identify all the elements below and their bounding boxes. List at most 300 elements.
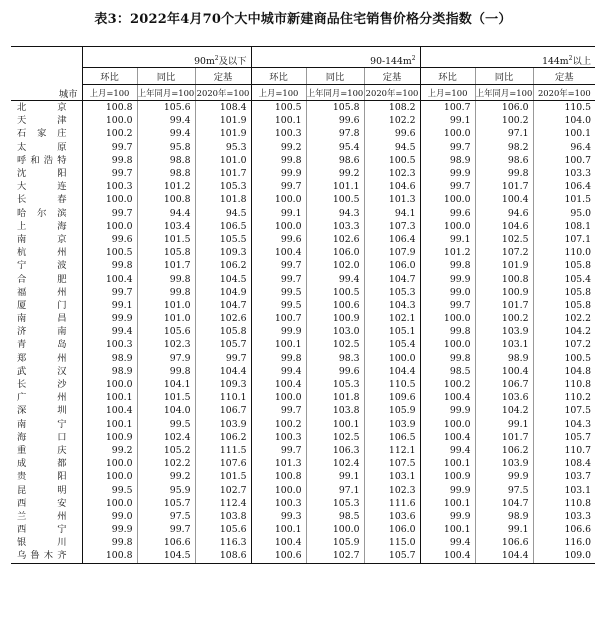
index-value-cell: 104.0	[533, 114, 595, 127]
city-name-cell: 西宁	[17, 524, 67, 536]
index-value-cell: 98.5	[306, 510, 364, 523]
index-value-cell: 99.7	[251, 180, 306, 193]
index-value-cell: 99.1	[475, 418, 533, 431]
index-value-cell: 102.4	[137, 431, 195, 444]
index-value-cell: 101.1	[306, 180, 364, 193]
index-value-cell: 100.4	[251, 378, 306, 391]
index-value-cell: 100.3	[251, 497, 306, 510]
index-value-cell: 99.8	[251, 352, 306, 365]
index-value-cell: 107.2	[475, 246, 533, 259]
index-value-cell: 99.8	[82, 536, 137, 549]
index-value-cell: 100.0	[420, 193, 475, 206]
index-value-cell: 95.4	[306, 141, 364, 154]
index-value-cell: 100.3	[82, 180, 137, 193]
index-value-cell: 104.3	[533, 418, 595, 431]
index-value-cell: 100.1	[82, 391, 137, 404]
index-value-cell: 104.7	[364, 272, 420, 285]
index-value-cell: 107.5	[364, 457, 420, 470]
index-value-cell: 100.5	[82, 246, 137, 259]
city-name-cell: 宁波	[17, 260, 67, 272]
table-row	[11, 101, 595, 115]
city-name-cell: 银川	[17, 537, 67, 549]
index-value-cell: 100.0	[82, 378, 137, 391]
index-value-cell: 100.0	[82, 470, 137, 483]
city-name-cell: 青岛	[17, 339, 67, 351]
index-value-cell: 99.1	[420, 233, 475, 246]
index-value-cell: 99.4	[420, 536, 475, 549]
city-name-cell: 昆明	[17, 484, 67, 496]
index-value-cell: 102.5	[306, 338, 364, 351]
metric-mom-header: 环比	[82, 68, 137, 85]
city-name-cell: 长春	[17, 194, 67, 206]
index-value-cell: 105.8	[533, 299, 595, 312]
index-value-cell: 99.9	[82, 523, 137, 536]
group-header-large: $144m^2$以上	[420, 47, 595, 68]
index-value-cell: 99.9	[475, 470, 533, 483]
index-value-cell: 98.9	[420, 154, 475, 167]
index-value-cell: 109.3	[195, 378, 251, 391]
index-value-cell: 100.8	[82, 549, 137, 563]
index-value-cell: 104.9	[195, 286, 251, 299]
index-value-cell: 94.1	[364, 207, 420, 220]
index-value-cell: 101.5	[533, 193, 595, 206]
index-value-cell: 109.6	[364, 391, 420, 404]
table-row	[11, 510, 595, 523]
index-value-cell: 101.0	[195, 154, 251, 167]
table-row	[11, 286, 595, 299]
index-value-cell: 98.9	[82, 365, 137, 378]
index-value-cell: 106.4	[533, 180, 595, 193]
index-value-cell: 100.3	[82, 338, 137, 351]
table-row	[11, 325, 595, 338]
index-value-cell: 100.0	[306, 523, 364, 536]
index-value-cell: 100.0	[251, 193, 306, 206]
city-name-cell: 济南	[17, 326, 67, 338]
index-value-cell: 105.8	[137, 246, 195, 259]
index-value-cell: 101.3	[364, 193, 420, 206]
index-value-cell: 100.1	[420, 457, 475, 470]
index-value-cell: 104.7	[195, 299, 251, 312]
table-row	[11, 272, 595, 285]
index-value-cell: 106.6	[137, 536, 195, 549]
index-value-cell: 99.2	[137, 470, 195, 483]
index-value-cell: 99.6	[306, 365, 364, 378]
index-value-cell: 102.5	[306, 431, 364, 444]
index-value-cell: 99.9	[251, 325, 306, 338]
city-name-cell: 合肥	[17, 273, 67, 285]
index-value-cell: 101.0	[137, 299, 195, 312]
index-value-cell: 99.7	[82, 286, 137, 299]
index-value-cell: 100.0	[251, 220, 306, 233]
index-value-cell: 98.8	[137, 167, 195, 180]
table-row	[11, 536, 595, 549]
table-row	[11, 233, 595, 246]
city-name-cell: 武汉	[17, 365, 67, 377]
table-row	[11, 127, 595, 140]
index-value-cell: 99.1	[475, 523, 533, 536]
index-value-cell: 98.6	[475, 154, 533, 167]
table-row	[11, 220, 595, 233]
metric-base-header: 定基	[533, 68, 595, 85]
metric-mom-header: 环比	[251, 68, 306, 85]
index-value-cell: 109.3	[195, 246, 251, 259]
index-value-cell: 98.6	[306, 154, 364, 167]
table-row	[11, 312, 595, 325]
index-value-cell: 99.9	[420, 483, 475, 496]
index-value-cell: 105.4	[533, 272, 595, 285]
index-value-cell: 102.0	[306, 259, 364, 272]
index-value-cell: 99.6	[364, 127, 420, 140]
index-value-cell: 106.5	[364, 431, 420, 444]
index-value-cell: 102.2	[533, 312, 595, 325]
index-value-cell: 110.8	[533, 378, 595, 391]
index-value-cell: 104.4	[195, 365, 251, 378]
table-row	[11, 431, 595, 444]
index-value-cell: 100.7	[420, 101, 475, 115]
index-value-cell: 105.1	[364, 325, 420, 338]
city-name-cell: 西安	[17, 497, 67, 509]
index-value-cell: 100.0	[82, 457, 137, 470]
index-value-cell: 99.4	[82, 325, 137, 338]
index-value-cell: 99.9	[420, 510, 475, 523]
city-name-cell: 南昌	[17, 313, 67, 325]
index-value-cell: 104.7	[475, 497, 533, 510]
city-name-cell: 北京	[17, 102, 67, 114]
index-value-cell: 99.4	[137, 114, 195, 127]
table-row	[11, 523, 595, 536]
index-value-cell: 100.1	[306, 418, 364, 431]
index-value-cell: 100.0	[251, 483, 306, 496]
index-value-cell: 100.5	[306, 286, 364, 299]
index-value-cell: 101.2	[137, 180, 195, 193]
index-value-cell: 102.6	[306, 233, 364, 246]
index-value-cell: 116.3	[195, 536, 251, 549]
index-value-cell: 95.3	[195, 141, 251, 154]
index-value-cell: 106.0	[364, 523, 420, 536]
city-name-cell: 重庆	[17, 444, 67, 456]
city-name-cell: 深圳	[17, 405, 67, 417]
index-value-cell: 105.6	[195, 523, 251, 536]
city-name-cell: 海口	[17, 431, 67, 443]
metric-base-header: 定基	[195, 68, 251, 85]
index-value-cell: 100.2	[251, 418, 306, 431]
city-name-cell: 太原	[17, 141, 67, 153]
index-value-cell: 106.0	[475, 101, 533, 115]
index-value-cell: 99.1	[82, 299, 137, 312]
table-row	[11, 404, 595, 417]
index-value-cell: 99.1	[420, 114, 475, 127]
index-value-cell: 100.2	[420, 378, 475, 391]
table-row	[11, 483, 595, 496]
index-value-cell: 105.5	[195, 233, 251, 246]
table-row	[11, 207, 595, 220]
table-row	[11, 246, 595, 259]
index-value-cell: 104.0	[137, 404, 195, 417]
table-row	[11, 259, 595, 272]
index-value-cell: 107.1	[533, 233, 595, 246]
index-value-cell: 94.4	[137, 207, 195, 220]
header-row-metrics	[11, 68, 595, 85]
index-value-cell: 106.2	[475, 444, 533, 457]
metric-yoy-header: 同比	[137, 68, 195, 85]
index-value-cell: 99.9	[251, 167, 306, 180]
group-header-medium: $90-144m^2$	[251, 47, 420, 68]
index-value-cell: 99.2	[306, 167, 364, 180]
base-yoy-header: 上年同月=100	[306, 85, 364, 101]
index-value-cell: 100.4	[475, 193, 533, 206]
table-row	[11, 365, 595, 378]
index-value-cell: 100.6	[251, 549, 306, 563]
table-row	[11, 338, 595, 351]
index-value-cell: 99.7	[251, 444, 306, 457]
index-value-cell: 100.0	[82, 193, 137, 206]
index-value-cell: 103.9	[195, 418, 251, 431]
table-row	[11, 193, 595, 206]
index-value-cell: 106.5	[195, 220, 251, 233]
city-name-cell: 沈阳	[17, 168, 67, 180]
index-value-cell: 110.1	[195, 391, 251, 404]
table-row	[11, 167, 595, 180]
index-value-cell: 102.1	[364, 312, 420, 325]
index-value-cell: 99.7	[82, 167, 137, 180]
index-value-cell: 100.3	[251, 127, 306, 140]
index-value-cell: 99.5	[82, 483, 137, 496]
index-value-cell: 110.5	[364, 378, 420, 391]
index-value-cell: 100.6	[306, 299, 364, 312]
index-value-cell: 99.9	[82, 312, 137, 325]
index-value-cell: 99.7	[420, 141, 475, 154]
group-header-small: $90m^2$及以下	[82, 47, 251, 68]
index-value-cell: 108.6	[195, 549, 251, 563]
base-fixed-header: 2020年=100	[533, 85, 595, 101]
index-value-cell: 98.5	[420, 365, 475, 378]
index-value-cell: 94.5	[195, 207, 251, 220]
index-value-cell: 106.6	[475, 536, 533, 549]
index-value-cell: 99.8	[420, 259, 475, 272]
index-value-cell: 101.7	[195, 167, 251, 180]
index-value-cell: 99.2	[82, 444, 137, 457]
index-value-cell: 105.3	[195, 180, 251, 193]
table-row	[11, 497, 595, 510]
table-row	[11, 180, 595, 193]
index-value-cell: 102.4	[306, 457, 364, 470]
index-value-cell: 99.1	[306, 470, 364, 483]
index-value-cell: 99.4	[137, 127, 195, 140]
index-value-cell: 98.2	[475, 141, 533, 154]
index-value-cell: 105.3	[306, 497, 364, 510]
index-value-cell: 105.7	[195, 338, 251, 351]
index-value-cell: 101.9	[195, 114, 251, 127]
index-value-cell: 102.2	[137, 457, 195, 470]
index-value-cell: 103.6	[475, 391, 533, 404]
index-value-cell: 100.1	[420, 497, 475, 510]
index-value-cell: 99.6	[420, 207, 475, 220]
index-value-cell: 100.1	[533, 127, 595, 140]
index-value-cell: 97.1	[306, 483, 364, 496]
index-value-cell: 99.9	[420, 404, 475, 417]
index-value-cell: 112.4	[195, 497, 251, 510]
index-value-cell: 100.8	[251, 470, 306, 483]
index-value-cell: 99.7	[251, 259, 306, 272]
index-value-cell: 98.3	[306, 352, 364, 365]
index-value-cell: 100.2	[475, 312, 533, 325]
index-value-cell: 103.8	[195, 510, 251, 523]
index-value-cell: 112.1	[364, 444, 420, 457]
table-row	[11, 378, 595, 391]
index-value-cell: 106.7	[195, 404, 251, 417]
index-value-cell: 102.7	[306, 549, 364, 563]
index-value-cell: 106.0	[364, 259, 420, 272]
index-value-cell: 101.5	[195, 470, 251, 483]
index-value-cell: 99.4	[306, 272, 364, 285]
index-value-cell: 99.6	[306, 114, 364, 127]
city-name-cell: 呼和浩特	[17, 154, 67, 166]
index-value-cell: 103.3	[533, 510, 595, 523]
index-value-cell: 105.4	[364, 338, 420, 351]
table-row	[11, 444, 595, 457]
index-value-cell: 101.2	[420, 246, 475, 259]
index-value-cell: 108.2	[364, 101, 420, 115]
metric-mom-header: 环比	[420, 68, 475, 85]
index-value-cell: 104.5	[195, 272, 251, 285]
index-value-cell: 98.8	[137, 154, 195, 167]
index-value-cell: 102.3	[137, 338, 195, 351]
index-value-cell: 100.0	[420, 418, 475, 431]
index-value-cell: 101.9	[475, 259, 533, 272]
index-value-cell: 110.7	[533, 444, 595, 457]
index-value-cell: 100.8	[475, 272, 533, 285]
index-value-cell: 99.7	[251, 404, 306, 417]
city-name-cell: 南宁	[17, 418, 67, 430]
index-value-cell: 97.8	[306, 127, 364, 140]
index-value-cell: 104.6	[475, 220, 533, 233]
index-value-cell: 116.0	[533, 536, 595, 549]
index-value-cell: 102.6	[195, 312, 251, 325]
index-value-cell: 100.5	[251, 101, 306, 115]
index-value-cell: 100.9	[420, 470, 475, 483]
base-fixed-header: 2020年=100	[364, 85, 420, 101]
index-value-cell: 101.7	[475, 299, 533, 312]
index-value-cell: 102.5	[475, 233, 533, 246]
index-value-cell: 103.6	[364, 510, 420, 523]
index-value-cell: 100.9	[475, 286, 533, 299]
index-value-cell: 99.9	[420, 167, 475, 180]
index-value-cell: 100.0	[82, 220, 137, 233]
index-value-cell: 100.0	[82, 114, 137, 127]
index-value-cell: 105.7	[533, 431, 595, 444]
index-value-cell: 103.7	[533, 470, 595, 483]
index-value-cell: 97.5	[475, 483, 533, 496]
table-title: 表3：2022年4月70个大中城市新建商品住宅销售价格分类指数（一）	[94, 12, 512, 27]
city-name-cell: 大连	[17, 181, 67, 193]
table-row	[11, 114, 595, 127]
index-value-cell: 99.1	[251, 207, 306, 220]
base-yoy-header: 上年同月=100	[137, 85, 195, 101]
index-value-cell: 99.8	[420, 325, 475, 338]
header-row-base	[11, 85, 595, 101]
index-value-cell: 99.6	[251, 233, 306, 246]
index-value-cell: 99.8	[251, 154, 306, 167]
index-value-cell: 105.9	[364, 404, 420, 417]
index-value-cell: 94.3	[306, 207, 364, 220]
index-value-cell: 103.9	[364, 418, 420, 431]
index-value-cell: 105.7	[137, 497, 195, 510]
index-value-cell: 100.4	[475, 365, 533, 378]
index-value-cell: 106.0	[306, 246, 364, 259]
table-row	[11, 154, 595, 167]
index-value-cell: 105.7	[364, 549, 420, 563]
index-value-cell: 99.8	[137, 365, 195, 378]
index-value-cell: 99.8	[137, 286, 195, 299]
city-name-cell: 福州	[17, 286, 67, 298]
base-fixed-header: 2020年=100	[195, 85, 251, 101]
metric-yoy-header: 同比	[306, 68, 364, 85]
index-value-cell: 99.6	[82, 233, 137, 246]
index-value-cell: 99.0	[82, 510, 137, 523]
index-value-cell: 99.7	[82, 207, 137, 220]
table-row	[11, 391, 595, 404]
index-value-cell: 104.6	[364, 180, 420, 193]
index-value-cell: 100.0	[420, 220, 475, 233]
index-value-cell: 108.4	[533, 457, 595, 470]
table-row	[11, 457, 595, 470]
index-value-cell: 101.0	[137, 312, 195, 325]
city-column-header: 城市	[11, 47, 82, 101]
base-mom-header: 上月=100	[420, 85, 475, 101]
city-name-cell: 上海	[17, 220, 67, 232]
index-value-cell: 100.4	[251, 536, 306, 549]
index-value-cell: 105.8	[195, 325, 251, 338]
index-value-cell: 100.5	[306, 193, 364, 206]
index-value-cell: 100.8	[137, 193, 195, 206]
table-row	[11, 418, 595, 431]
index-value-cell: 100.0	[82, 497, 137, 510]
index-value-cell: 101.7	[475, 431, 533, 444]
index-value-cell: 100.2	[475, 114, 533, 127]
index-value-cell: 104.4	[475, 549, 533, 563]
index-value-cell: 101.5	[137, 233, 195, 246]
index-value-cell: 102.3	[364, 167, 420, 180]
index-value-cell: 103.3	[533, 167, 595, 180]
index-value-cell: 99.7	[251, 272, 306, 285]
index-value-cell: 100.9	[82, 431, 137, 444]
table-row	[11, 299, 595, 312]
index-value-cell: 105.8	[533, 286, 595, 299]
index-value-cell: 99.8	[82, 259, 137, 272]
index-value-cell: 106.3	[306, 444, 364, 457]
city-name-cell: 哈尔滨	[17, 207, 67, 219]
index-value-cell: 106.7	[475, 378, 533, 391]
index-value-cell: 107.9	[364, 246, 420, 259]
index-value-cell: 94.5	[364, 141, 420, 154]
index-value-cell: 102.7	[195, 483, 251, 496]
index-value-cell: 106.6	[533, 523, 595, 536]
index-value-cell: 98.9	[82, 352, 137, 365]
metric-base-header: 定基	[364, 68, 420, 85]
index-value-cell: 103.9	[475, 325, 533, 338]
index-value-cell: 100.4	[82, 404, 137, 417]
index-value-cell: 100.1	[420, 523, 475, 536]
index-value-cell: 104.5	[137, 549, 195, 563]
city-name-cell: 贵阳	[17, 471, 67, 483]
index-value-cell: 104.8	[533, 365, 595, 378]
index-value-cell: 101.8	[195, 193, 251, 206]
index-value-cell: 101.9	[195, 127, 251, 140]
index-value-cell: 101.7	[137, 259, 195, 272]
index-value-cell: 111.6	[364, 497, 420, 510]
city-name-cell: 天津	[17, 115, 67, 127]
city-name-cell: 兰州	[17, 510, 67, 522]
